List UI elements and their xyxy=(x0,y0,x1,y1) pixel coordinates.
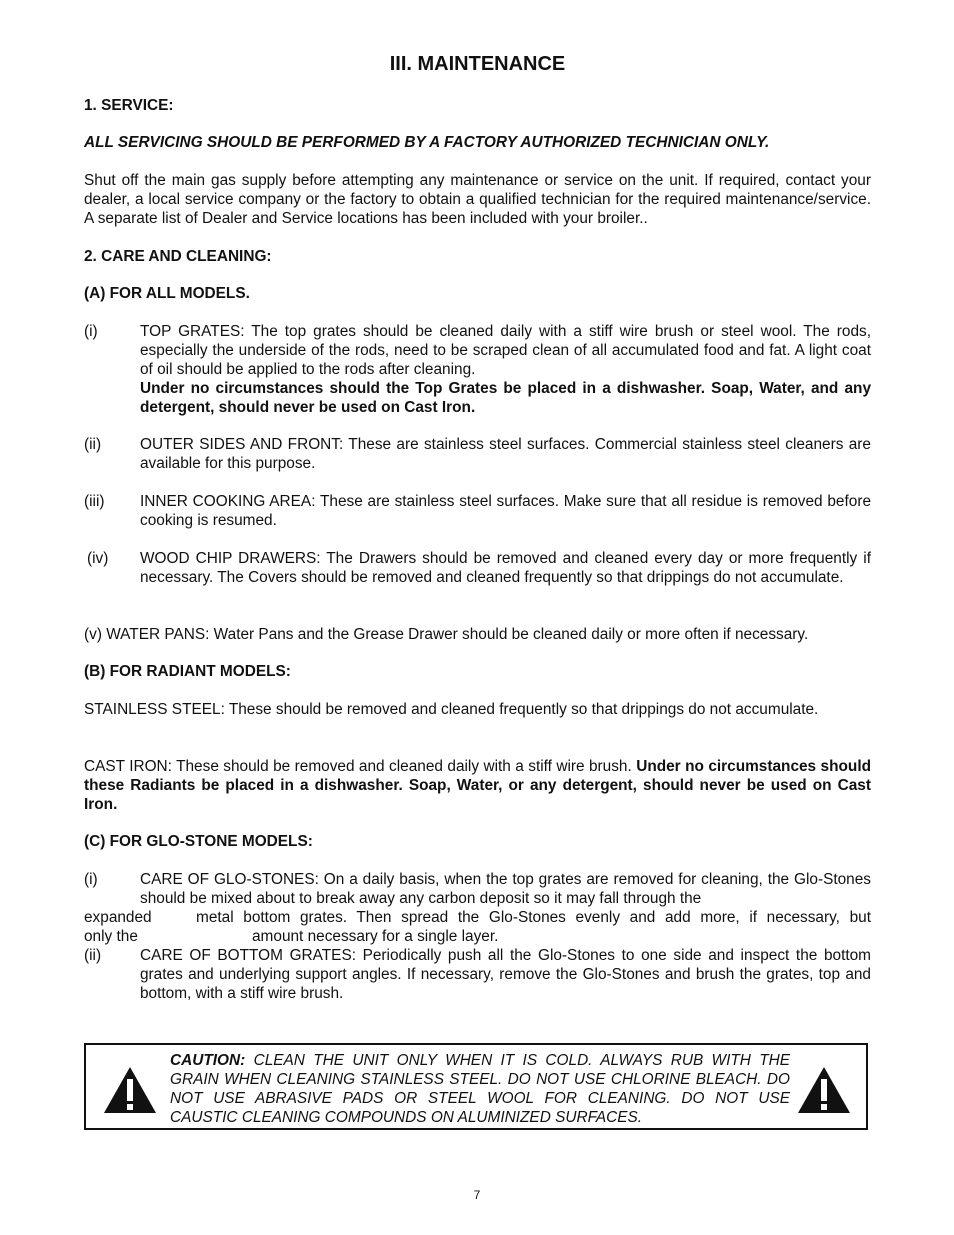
item-line-start: only the xyxy=(84,928,138,945)
cast-iron-warning: Under no circumstances should these Radiants be placed in a dishwasher. Soap, Water, or any detergent, should never be used on Cast Iron. xyxy=(84,758,871,813)
caution-message: CLEAN THE UNIT ONLY WHEN IT IS COLD. ALWAYS RUB WITH THE GRAIN WHEN CLEANING STAINLESS STEEL. DO NOT USE CHLORINE BLEACH. DO NOT USE ABRASIVE PADS OR STEEL WOOL FOR CLEANING. DO NOT USE CAUSTIC CLEANING COMPOUNDS ON ALUMINIZED SURFACES. xyxy=(170,1052,790,1126)
cast-iron-text xyxy=(84,757,871,814)
item-text: INNER COOKING AREA: These are stainless steel surfaces. Make sure that all residue is removed before cooking is resumed. xyxy=(140,493,871,529)
page-number: 7 xyxy=(473,1188,481,1202)
caution-label: CAUTION: xyxy=(170,1052,246,1069)
item-text: CARE OF BOTTOM GRATES: Periodically push all the Glo-Stones to one side and inspect the bottom grates and underlying support angles. If necessary, remove the Glo-Stones and brush the grates, top and bottom, with a stiff wire brush. xyxy=(140,947,871,1002)
list-item-bottom-grates xyxy=(84,946,871,1003)
glostone-heading: (C) FOR GLO-STONE MODELS: xyxy=(84,833,313,850)
item-line xyxy=(84,908,871,927)
service-heading: 1. SERVICE: xyxy=(84,97,174,114)
item-text: TOP GRATES: The top grates should be cleaned daily with a stiff wire brush or steel wool. The rods, especially the underside of the rods, need to be scraped clean of all accumulated food and fat. A light coat of oil should be applied to the rods after cleaning. xyxy=(140,323,871,378)
list-item-top-grates xyxy=(84,322,871,417)
warning-triangle-icon xyxy=(102,1065,158,1115)
item-line xyxy=(84,927,871,946)
list-item-wood-chip xyxy=(84,549,871,587)
all-models-heading: (A) FOR ALL MODELS. xyxy=(84,285,250,302)
list-item-outer-sides xyxy=(84,435,871,473)
item-line-rest: amount necessary for a single layer. xyxy=(252,928,499,945)
caution-box xyxy=(84,1043,868,1130)
item-number: (i) xyxy=(84,323,98,340)
item-text: WOOD CHIP DRAWERS: The Drawers should be removed and cleaned every day or more frequently if necessary. The Covers should be removed and cleaned frequently so that drippings do not accumulate. xyxy=(140,550,871,586)
item-text: CARE OF GLO-STONES: On a daily basis, when the top grates are removed for cleaning, the Glo-Stones should be mixed about to break away any carbon deposit so it may fall through the xyxy=(140,871,871,907)
item-number: (ii) xyxy=(84,436,102,453)
warning-triangle-icon xyxy=(796,1065,852,1115)
item-number: (iv) xyxy=(87,550,109,567)
item-number: (i) xyxy=(84,871,98,888)
care-heading: 2. CARE AND CLEANING: xyxy=(84,248,272,265)
radiant-heading: (B) FOR RADIANT MODELS: xyxy=(84,663,291,680)
list-item-inner-cooking xyxy=(84,492,871,530)
item-number: (ii) xyxy=(84,947,102,964)
item-text: OUTER SIDES AND FRONT: These are stainless steel surfaces. Commercial stainless steel cleaners are available for this purpose. xyxy=(140,436,871,472)
cast-iron-plain: CAST IRON: These should be removed and cleaned daily with a stiff wire brush. xyxy=(84,758,632,775)
page-title: III. MAINTENANCE xyxy=(389,53,566,75)
water-pans-text: (v) WATER PANS: Water Pans and the Grease Drawer should be cleaned daily or more often if necessary. xyxy=(84,626,809,643)
item-number: (iii) xyxy=(84,493,105,510)
item-warning: Under no circumstances should the Top Grates be placed in a dishwasher. Soap, Water, and any detergent, should never be used on Cast Iron. xyxy=(140,380,871,416)
list-item-glo-stones xyxy=(84,870,871,946)
caution-text xyxy=(170,1051,790,1127)
item-line-rest: metal bottom grates. Then spread the Glo-Stones evenly and add more, if necessary, but xyxy=(196,909,871,926)
service-text: Shut off the main gas supply before attempting any maintenance or service on the unit. If required, contact your dealer, a local service company or the factory to obtain a qualified technician for the required maintenance/service. A separate list of Dealer and Service locations has been included with your broiler.. xyxy=(84,172,871,227)
service-notice: ALL SERVICING SHOULD BE PERFORMED BY A FACTORY AUTHORIZED TECHNICIAN ONLY. xyxy=(84,134,770,151)
stainless-text: STAINLESS STEEL: These should be removed and cleaned frequently so that drippings do not accumulate. xyxy=(84,701,819,718)
item-line-start: expanded xyxy=(84,909,152,926)
